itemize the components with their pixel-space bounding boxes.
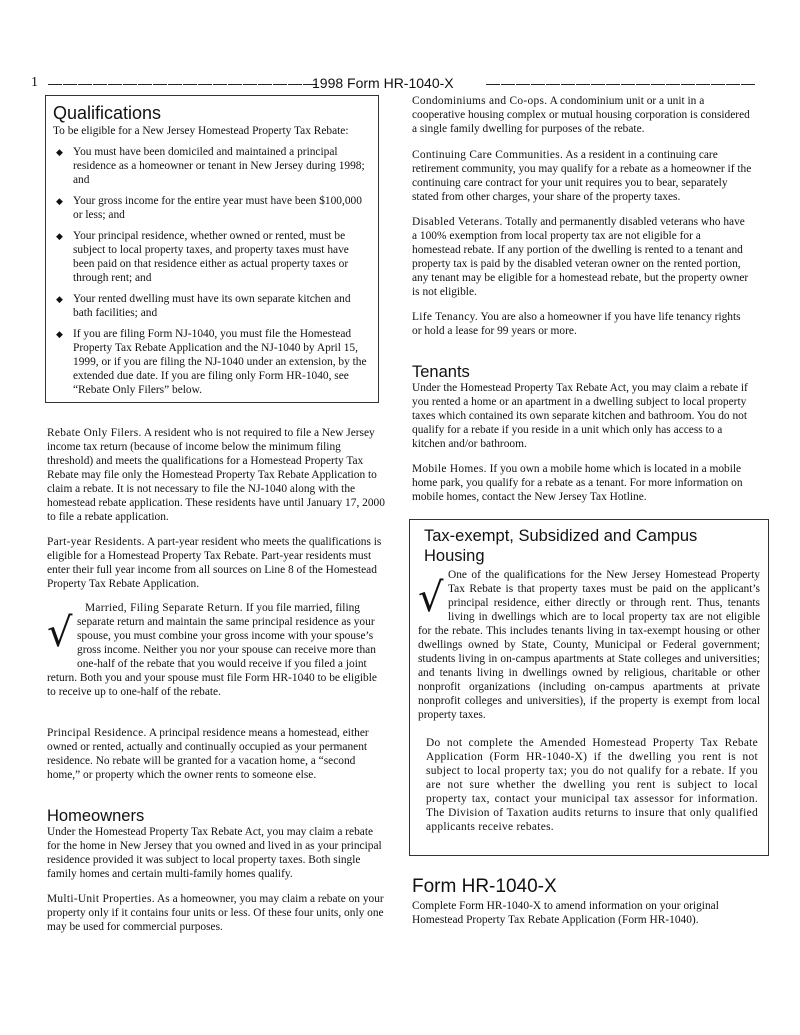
tenants-heading: Tenants: [412, 363, 470, 381]
part-year-residents-paragraph: Part-year Residents. A part-year resident who meets the qualifications is eligible for a Homestead Property Tax Rebate. Part-year residents must enter their full year income from all sources on Line 8 of the Homestead Property Tax Rebate Application.: [47, 536, 382, 590]
page-title: 1998 Form HR-1040-X: [312, 75, 454, 91]
qualifications-intro: To be eligible for a New Jersey Homestead Property Tax Rebate:: [53, 125, 349, 137]
qualifications-title: Qualifications: [53, 103, 162, 123]
multi-unit-paragraph: Multi-Unit Properties. As a homeowner, you may claim a rebate on your property only if it contains four units or less. Of these four units, only one may be used for commercial purposes.: [47, 893, 384, 933]
disabled-veterans-paragraph: Disabled Veterans. Totally and permanently disabled veterans who have a 100% exemption from local property tax are not eligible for a homestead rebate. If any portion of the dwelling is rented to a tenant and property tax is paid by the disabled veteran owner on the rented portion, any tenant may be eligible for a homestead rebate, but the property owner is not eligible.: [412, 216, 749, 298]
continuing-care-paragraph: Continuing Care Communities. As a resident in a continuing care retirement community, you may qualify for a rebate as a homeowner if the continuing care contract for your unit requires you to bear, separately stated from other charges, your share of the property taxes.: [412, 149, 752, 203]
bullet-icon: ◆: [56, 231, 63, 241]
check-icon: √: [47, 610, 73, 656]
condominiums-paragraph: Condominiums and Co-ops. A condominium unit or a unit in a cooperative housing complex or mutual housing corporation is considered a single family dwelling for purposes of the rebate.: [412, 95, 750, 135]
form-hr-1040x-heading: Form HR-1040-X: [412, 876, 557, 897]
form-hr-1040x-paragraph: Complete Form HR-1040-X to amend information on your original Homestead Property Tax Rebate Application (Form HR-1040).: [412, 900, 719, 926]
list-item: ◆ Your rented dwelling must have its own separate kitchen and bath facilities; and: [56, 293, 351, 319]
bullet-icon: ◆: [56, 329, 63, 339]
bullet-icon: ◆: [56, 294, 63, 304]
do-not-complete-paragraph: Do not complete the Amended Homestead Property Tax Rebate Application (Form HR-1040-X) if the dwelling you rent is not subject to local property tax; you do not qualify for a rebate. If you are not sure whether the dwelling you rent is subject to local property tax, contact your municipal tax assessor for information. The Division of Taxation audits returns to insure that only qualified applicants receive rebates.: [426, 737, 758, 833]
qualifications-list: [53, 145, 371, 397]
married-filing-separate-paragraph: √ Married, Filing Separate Return. If you file married, filing separate return and maintain the same principal residence as your spouse, you must combine your gross income with your spouse’s gross income. Neither you nor your spouse can receive more than one-half of the rebate that you would receive if you filed a joint return. Both you and your spouse must file Form HR-1040 to be eligible to receive up to one-half of the rebate.: [47, 602, 377, 698]
header-rule-right: ——————————————————: [486, 75, 756, 91]
tax-exempt-paragraph: √ One of the qualifications for the New Jersey Homestead Property Tax Rebate is that property taxes must be paid on the applicant’s principal residence, either directly or through rent. Thus, tenants living in dwellings which are to local property tax are not eligible for the rebate. This includes tenants living in tax-exempt housing or other dwellings owned by State, County, Municipal or Federal government; students living in on-campus apartments at State colleges and universities; and tenants living in dwellings owned by religious, charitable or other nonprofit organizations (including on-campus apartments at private nonprofit colleges and universities), if the property is exempt from local property taxes.: [418, 569, 760, 721]
rebate-only-filers-paragraph: Rebate Only Filers. A resident who is not required to file a New Jersey income tax return (because of income below the minimum filing threshold) and meets the qualifications for a Homestead Property Tax Rebate may file only the Homestead Property Tax Rebate Application to claim a rebate. It is not necessary to file the NJ-1040 along with the homestead rebate application. These residents have until January 17, 2000 to file a rebate application.: [47, 427, 385, 523]
homeowners-heading: Homeowners: [47, 807, 145, 825]
bullet-icon: ◆: [56, 196, 63, 206]
tax-exempt-housing-box: [409, 519, 769, 856]
header-rule-left: ——————————————————: [48, 75, 318, 91]
list-item: ◆ If you are filing Form NJ-1040, you must file the Homestead Property Tax Rebate Application and the NJ-1040 by April 15, 1999, or if you are filing the NJ-1040 under an extension, by the extended due date. If you are filing only Form HR-1040, see “Rebate Only Filers” below.: [56, 328, 367, 396]
list-item: ◆ You must have been domiciled and maintained a principal residence as a homeowner or tenant in New Jersey during 1998; and: [56, 146, 365, 186]
bullet-icon: ◆: [56, 147, 63, 157]
check-icon: √: [418, 575, 444, 621]
page-number: 1: [31, 75, 38, 90]
list-item: ◆ Your principal residence, whether owned or rented, must be subject to local property taxes, and property taxes must have been paid on that residence either as actual property taxes or through rent; and: [56, 230, 349, 284]
principal-residence-paragraph: Principal Residence. A principal residence means a homestead, either owned or rented, actually and continually occupied as your permanent residence. No rebate will be granted for a vacation home, a “second home,” or property which the owner rents to someone else.: [47, 727, 369, 781]
homeowners-paragraph: Under the Homestead Property Tax Rebate Act, you may claim a rebate for the home in New Jersey that you owned and lived in as your principal residence provided it was subject to local property taxes. Both single family homes and certain multi-family homes qualify.: [47, 826, 382, 880]
qualifications-box: [45, 95, 379, 403]
tenants-paragraph: Under the Homestead Property Tax Rebate Act, you may claim a rebate if you rented a home or an apartment in a dwelling subject to local property taxes which contained its own separate kitchen and bathroom. You do not qualify for a rebate if you reside in a unit which only has access to a kitchen and/or bathroom.: [412, 382, 748, 450]
tax-exempt-heading: Tax-exempt, Subsidized and Campus Housing: [424, 527, 698, 565]
life-tenancy-paragraph: Life Tenancy. You are also a homeowner if you have life tenancy rights or hold a lease for 99 years or more.: [412, 311, 741, 337]
list-item: ◆ Your gross income for the entire year must have been $100,000 or less; and: [56, 195, 362, 221]
mobile-homes-paragraph: Mobile Homes. If you own a mobile home which is located in a mobile home park, you qualify for a rebate as a tenant. For more information on mobile homes, contact the New Jersey Tax Hotline.: [412, 463, 743, 503]
